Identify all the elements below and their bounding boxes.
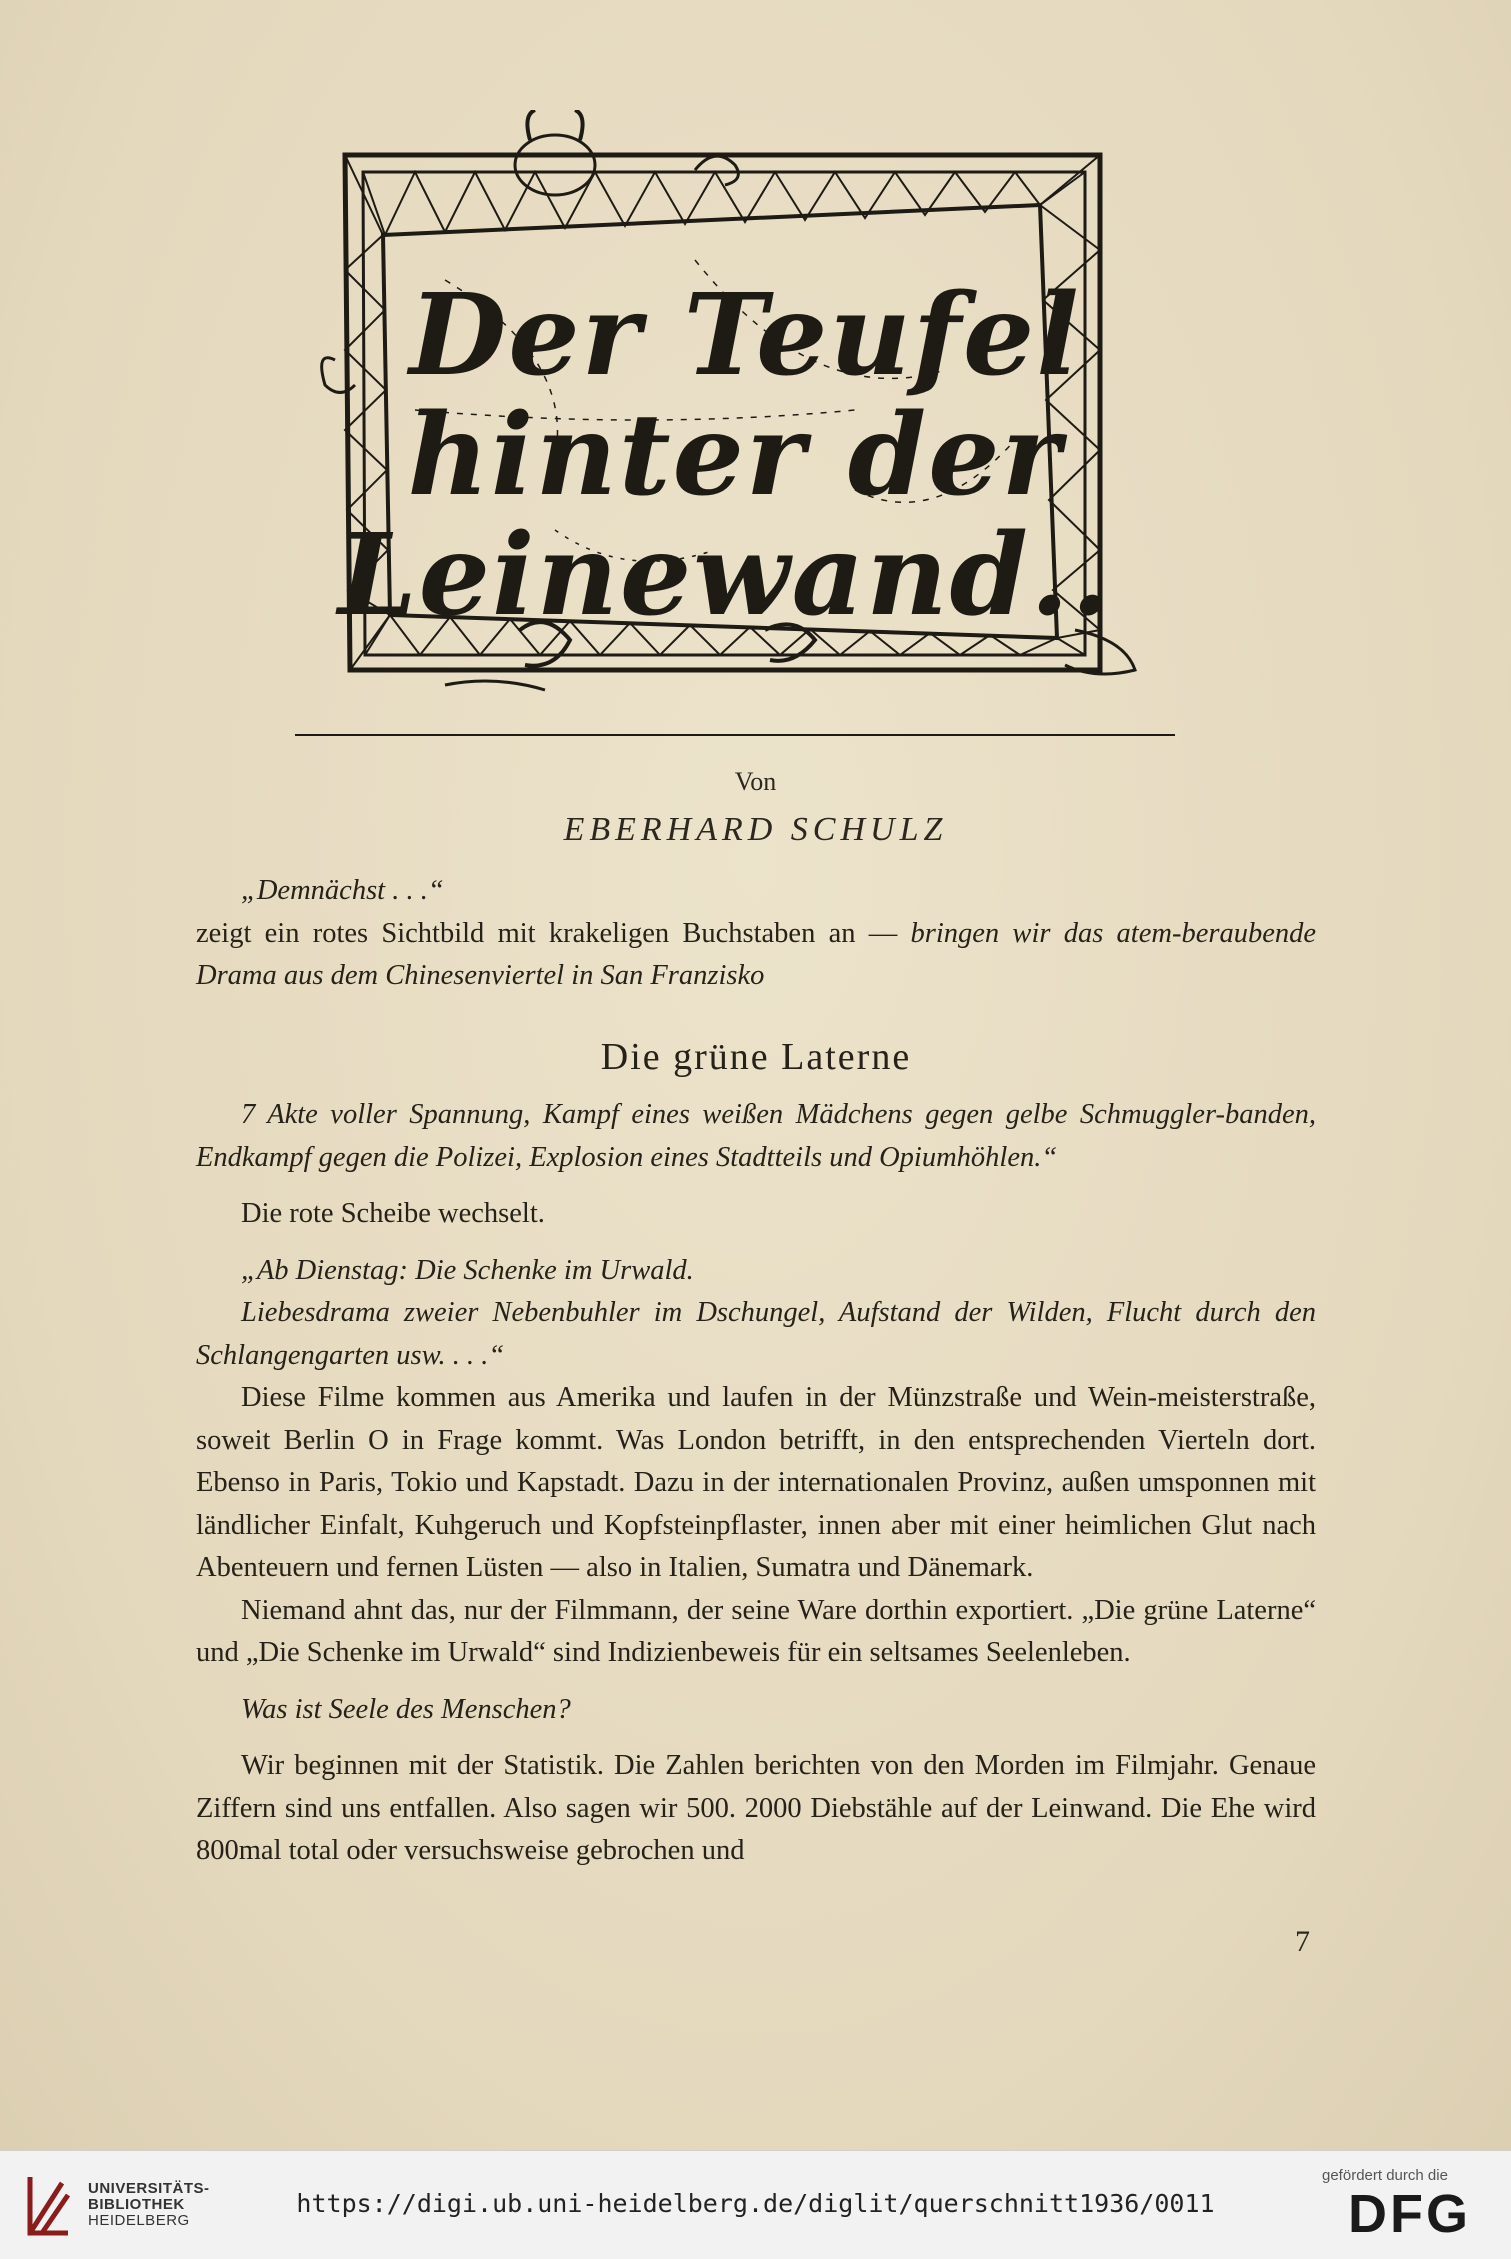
- paragraph-dienstag: „Ab Dienstag: Die Schenke im Urwald.: [241, 1254, 694, 1286]
- paragraph-akte: 7 Akte voller Spannung, Kampf eines weißen Mädchens gegen gelbe Schmuggler-banden, Endkampf gegen die Polizei, Explosion eines Stadtteils und Opiumhöhlen.“: [196, 1099, 1316, 1173]
- library-line-2: BIBLIOTHEK: [88, 2196, 185, 2213]
- paragraph-sichtbild-italic: bringen wir das atem-beraubende Drama aus dem Chinesenviertel in San Franzisko: [196, 917, 1316, 991]
- document-url-link[interactable]: https://digi.ub.uni-heidelberg.de/diglit/querschnitt1936/0011: [296, 2189, 1215, 2218]
- page-number: 7: [1295, 1925, 1310, 1958]
- funded-by-label: gefördert durch die: [1322, 2167, 1448, 2184]
- dfg-logo: DFG: [1348, 2184, 1471, 2244]
- paragraph-filme: Diese Filme kommen aus Amerika und laufen in der Münzstraße und Wein-meisterstraße, soweit Berlin O in Frage kommt. Was London betrifft, in den entsprechenden Vierteln dort. Ebenso in Paris, Tokio und Kapstadt. Dazu in der internationalen Provinz, außen umsponnen mit ländlicher Einfalt, Kuhgeruch und Kopfsteinpflaster, innen aber mit einer heimlichen Glut nach Abenteuern und fernen Lüsten — also in Italien, Sumatra und Dänemark.: [196, 1382, 1316, 1583]
- title-line-3: Leinewand..: [338, 510, 1112, 641]
- article-body: [196, 870, 1316, 1873]
- title-line-1: Der Teufel: [409, 270, 1081, 401]
- footer-bar: [0, 2150, 1511, 2259]
- paragraph-seele: Was ist Seele des Menschen?: [241, 1693, 571, 1725]
- title-illustration: [295, 110, 1195, 750]
- byline: Von: [734, 767, 777, 796]
- paragraph-sichtbild-normal: zeigt ein rotes Sichtbild mit krakeligen Buchstaben an —: [196, 917, 911, 949]
- author-name: EBERHARD SCHULZ: [563, 811, 948, 848]
- title-line-2: hinter der: [407, 390, 1063, 521]
- film-title-heading: Die grüne Laterne: [600, 1035, 912, 1078]
- library-line-1: UNIVERSITÄTS-: [88, 2180, 210, 2197]
- paragraph-scheibe: Die rote Scheibe wechselt.: [241, 1198, 545, 1229]
- paragraph-demnaechst: „Demnächst . . .“: [241, 875, 444, 906]
- paragraph-sichtbild: [196, 913, 1316, 998]
- paragraph-niemand: Niemand ahnt das, nur der Filmmann, der seine Ware dorthin exportiert. „Die grüne Laterne“ und „Die Schenke im Urwald“ sind Indizienbeweis für ein seltsames Seelenleben.: [196, 1594, 1316, 1668]
- paragraph-liebesdrama: Liebesdrama zweier Nebenbuhler im Dschungel, Aufstand der Wilden, Flucht durch den Schlangengarten usw. . . .“: [196, 1297, 1316, 1371]
- library-line-3: HEIDELBERG: [88, 2212, 190, 2229]
- paragraph-statistik: Wir beginnen mit der Statistik. Die Zahlen berichten von den Morden im Filmjahr. Genaue Ziffern sind uns entfallen. Also sagen wir 500. 2000 Diebstähle auf der Leinwand. Die Ehe wird 800mal total oder versuchsweise gebrochen und: [196, 1750, 1316, 1866]
